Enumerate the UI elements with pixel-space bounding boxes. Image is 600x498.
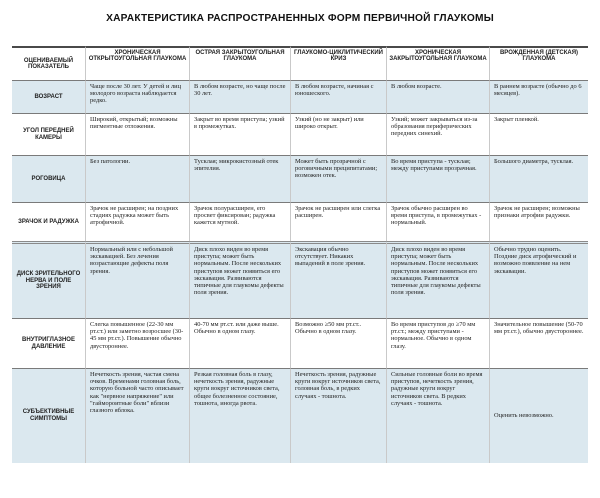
table-cell: Закрыт во время приступа; узкий в промежутках. (189, 113, 290, 155)
table-cell: Зрачок не расширен; на поздних стадиях радужка может быть атрофичной. (85, 202, 189, 241)
table-cell: Оценить невозможно. (489, 368, 588, 463)
table-cell: Резкая головная боль в глазу, нечеткость зрения, радужные круги вокруг источников света, общее болезненное состояние, тошнота, иногда рвота. (189, 368, 290, 463)
table-cell: Тусклая; микрокистозный отек эпителия. (189, 155, 290, 202)
page-title: ХАРАКТЕРИСТИКА РАСПРОСТРАНЕННЫХ ФОРМ ПЕРВИЧНОЙ ГЛАУКОМЫ (106, 13, 494, 24)
table-cell: Нечеткость зрения, частая смена очков. Временами головная боль, которую больной часто описывает как "нервное напряжение" или "гаймороитные боли" вблизи глазного яблока. (85, 368, 189, 463)
header-row (12, 46, 588, 80)
table-cell: В любом возрасте, но чаще после 30 лет. (189, 80, 290, 113)
table-cell: Узкий (но не закрыт) или широко открыт. (290, 113, 386, 155)
row-label: СУБЪЕКТИВНЫЕ СИМПТОМЫ (12, 368, 85, 463)
column-header: ВРОЖДЕННАЯ (ДЕТСКАЯ) ГЛАУКОМА (489, 46, 588, 80)
table-cell: Обычно трудно оценить. Поздние диск атрофический и возможно появление на нем экскавации. (489, 241, 588, 318)
table-row (12, 80, 588, 113)
table-cell: В любом возрасте, начиная с юношеского. (290, 80, 386, 113)
table-cell: В раннем возрасте (обычно до 6 месяцев). (489, 80, 588, 113)
table-cell: Экскавация обычно отсутствует. Никаких выпадений в поле зрения. (290, 241, 386, 318)
column-header: ОЦЕНИВАЕМЫЙ ПОКАЗАТЕЛЬ (12, 46, 85, 80)
row-label: УГОЛ ПЕРЕДНЕЙ КАМЕРЫ (12, 113, 85, 155)
table-cell: Широкий, открытый; возможны пигментные отложения. (85, 113, 189, 155)
table-cell: Слегка повышенное (22-30 мм рт.ст.) или заметно возросшее (30-45 мм рт.ст.). Повышение обычно двустороннее. (85, 318, 189, 368)
table-cell: Без патологии. (85, 155, 189, 202)
table-row (12, 202, 588, 241)
table-cell: Закрыт пленкой. (489, 113, 588, 155)
table-cell: Диск плохо виден во время приступа; может быть нормальным. После нескольких приступов может появиться его экскавация. Развиваются типичные для глаукомы дефекты поля зрения. (189, 241, 290, 318)
table-cell: Зрачок не расширен или слегка расширен. (290, 202, 386, 241)
table-cell: Сильные головные боли во время приступов, нечеткость зрения, радужные круги вокруг источников света. В редких случаях - тошнота. (386, 368, 489, 463)
table-row (12, 318, 588, 368)
table-cell: Узкий; может закрываться из-за образования периферических передних синехий. (386, 113, 489, 155)
glaucoma-table (12, 46, 588, 463)
table-cell: Во время приступа - тусклая; между приступами прозрачная. (386, 155, 489, 202)
column-header: ОСТРАЯ ЗАКРЫТОУГОЛЬНАЯ ГЛАУКОМА (189, 46, 290, 80)
column-header: ГЛАУКОМО-ЦИКЛИТИЧЕСКИЙ КРИЗ (290, 46, 386, 80)
row-label: ДИСК ЗРИТЕЛЬНОГО НЕРВА И ПОЛЕ ЗРЕНИЯ (12, 241, 85, 318)
table-cell: Диск плохо виден во время приступа; может быть нормальным. После нескольких приступов может появиться его экскавация. Развиваются типичные для глаукомы дефекты поля зрения. (386, 241, 489, 318)
table-cell: Нормальный или с небольшой экскавацией. Без лечения возрастающие дефекты поля зрения. (85, 241, 189, 318)
table-cell: Зрачок обычно расширен во время приступа, в промежутках - нормальный. (386, 202, 489, 241)
table-cell: Может быть прозрачной с роговичными преципитатами; возможен отек. (290, 155, 386, 202)
row-label: ЗРАЧОК И РАДУЖКА (12, 202, 85, 241)
table-cell: Значительное повышение (50-70 мм рт.ст.), обычно двустороннее. (489, 318, 588, 368)
row-label: ВНУТРИГЛАЗНОЕ ДАВЛЕНИЕ (12, 318, 85, 368)
table-row (12, 155, 588, 202)
table-cell: Возможно ≥50 мм рт.ст.. Обычно в одном глазу. (290, 318, 386, 368)
row-label: РОГОВИЦА (12, 155, 85, 202)
column-header: ХРОНИЧЕСКАЯ ОТКРЫТОУГОЛЬНАЯ ГЛАУКОМА (85, 46, 189, 80)
table-cell: Чаще после 30 лет. У детей и лиц молодого возраста наблюдается редко. (85, 80, 189, 113)
table-cell: Зрачок полурасширен, его просвет фиксирован; радужка кажется мутной. (189, 202, 290, 241)
table-row (12, 241, 588, 318)
table-cell: Нечеткость зрения, радужные круги вокруг источников света, головная боль, в редких случаях - тошнота. (290, 368, 386, 463)
row-label: ВОЗРАСТ (12, 80, 85, 113)
table-row (12, 368, 588, 463)
table-row (12, 113, 588, 155)
table-cell: Большого диаметра, тусклая. (489, 155, 588, 202)
table-cell: 40-70 мм рт.ст. или даже выше. Обычно в одном глазу. (189, 318, 290, 368)
column-header: ХРОНИЧЕСКАЯ ЗАКРЫТОУГОЛЬНАЯ ГЛАУКОМА (386, 46, 489, 80)
table-cell: В любом возрасте. (386, 80, 489, 113)
table-cell: Зрачок не расширен; возможны признаки атрофии радужки. (489, 202, 588, 241)
table-cell: Во время приступов до ≥70 мм рт.ст.; между приступами - нормальное. Обычно в одном глазу. (386, 318, 489, 368)
